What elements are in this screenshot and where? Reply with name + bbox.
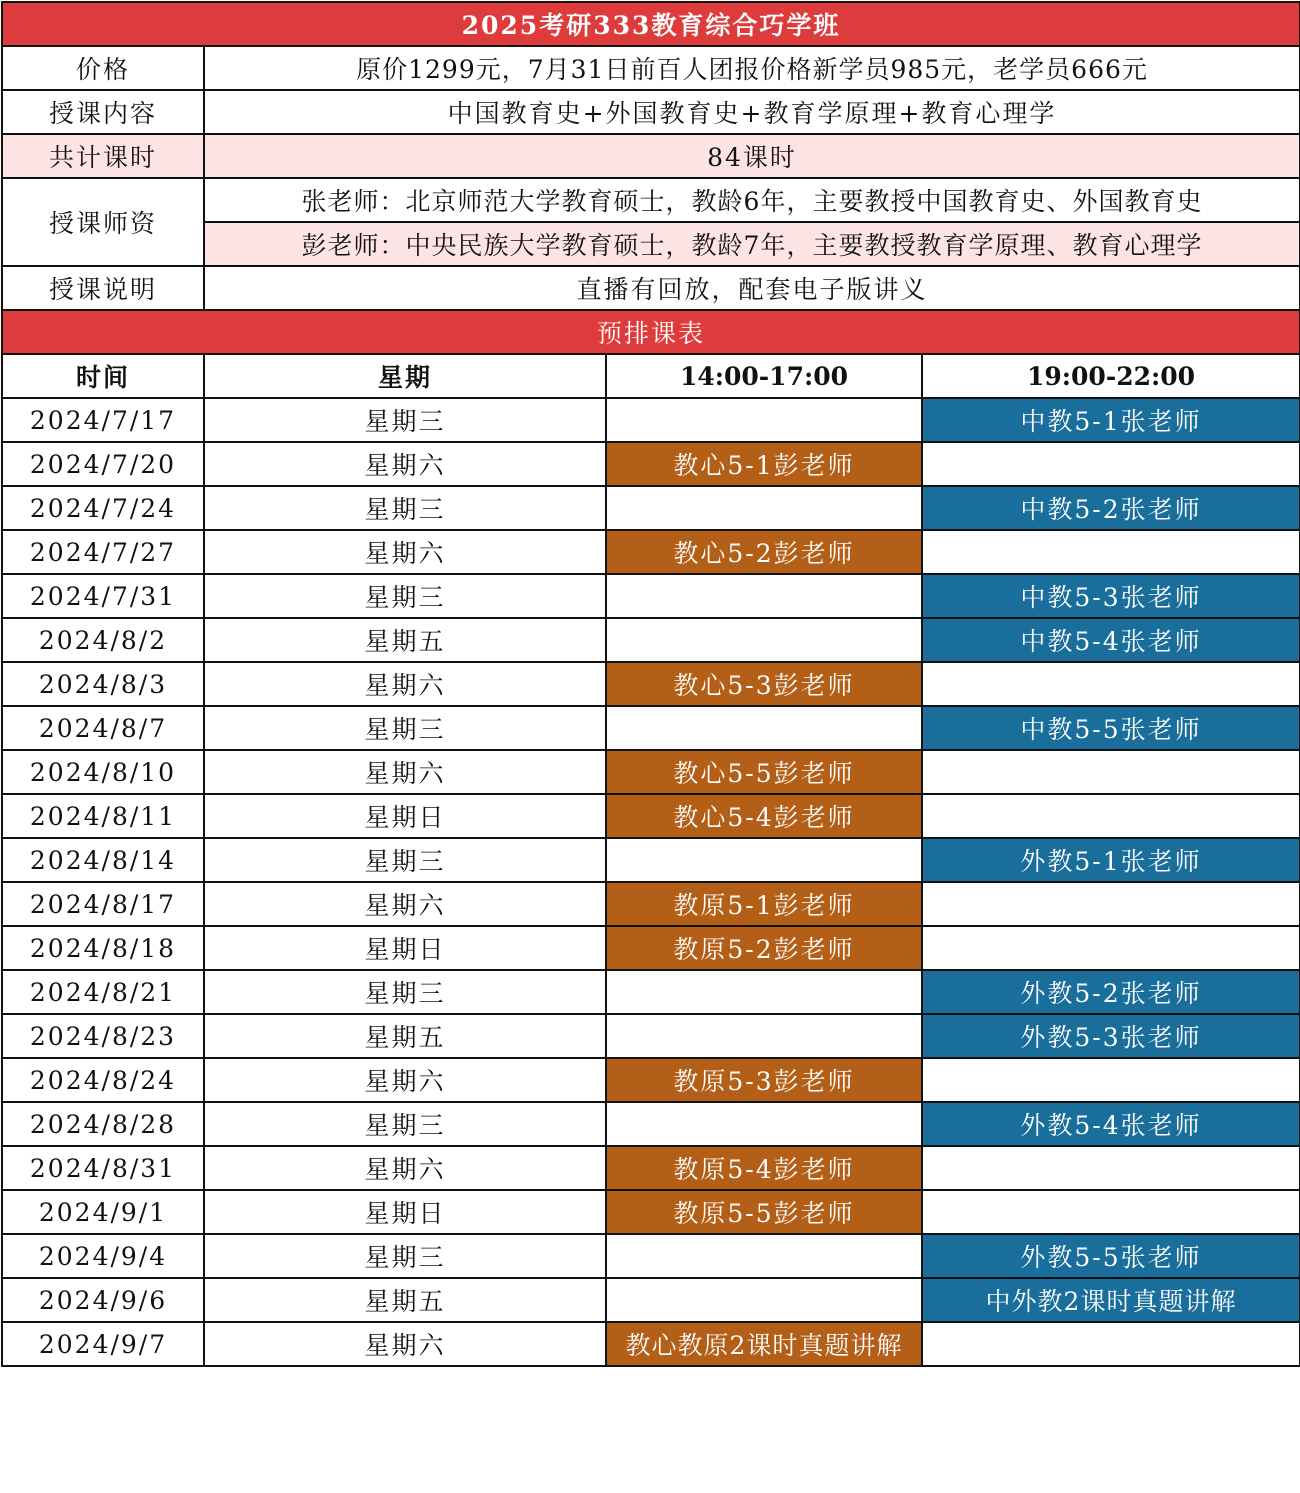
schedule-weekday: 星期三 [204, 398, 606, 442]
teacher-row-1 [2, 178, 1300, 222]
schedule-date: 2024/9/6 [2, 1278, 204, 1322]
afternoon-session: 教原5-3彭老师 [606, 1058, 922, 1102]
afternoon-session: 教心5-1彭老师 [606, 442, 922, 486]
afternoon-session [606, 574, 922, 618]
schedule-row [2, 794, 1300, 838]
teachers-label: 授课师资 [2, 178, 204, 266]
schedule-weekday: 星期日 [204, 794, 606, 838]
hours-label: 共计课时 [2, 134, 204, 178]
afternoon-session: 教原5-1彭老师 [606, 882, 922, 926]
schedule-weekday: 星期三 [204, 574, 606, 618]
afternoon-session: 教心5-2彭老师 [606, 530, 922, 574]
schedule-row [2, 442, 1300, 486]
evening-session [922, 794, 1300, 838]
schedule-date: 2024/8/24 [2, 1058, 204, 1102]
hours-row [2, 134, 1300, 178]
afternoon-session [606, 486, 922, 530]
afternoon-session: 教心5-3彭老师 [606, 662, 922, 706]
schedule-weekday: 星期六 [204, 662, 606, 706]
schedule-date: 2024/8/10 [2, 750, 204, 794]
price-row [2, 46, 1300, 90]
schedule-weekday: 星期三 [204, 970, 606, 1014]
evening-session [922, 1190, 1300, 1234]
schedule-weekday: 星期三 [204, 706, 606, 750]
schedule-date: 2024/8/11 [2, 794, 204, 838]
evening-session: 外教5-4张老师 [922, 1102, 1300, 1146]
evening-session [922, 926, 1300, 970]
header-weekday: 星期 [204, 354, 606, 398]
schedule-weekday: 星期六 [204, 750, 606, 794]
schedule-row [2, 662, 1300, 706]
schedule-date: 2024/7/31 [2, 574, 204, 618]
evening-session: 中教5-3张老师 [922, 574, 1300, 618]
evening-session [922, 1058, 1300, 1102]
schedule-weekday: 星期六 [204, 1322, 606, 1366]
schedule-row [2, 706, 1300, 750]
schedule-date: 2024/9/4 [2, 1234, 204, 1278]
afternoon-session [606, 398, 922, 442]
schedule-row [2, 398, 1300, 442]
course-sheet [1, 1, 1300, 1367]
header-evening: 19:00-22:00 [922, 354, 1300, 398]
afternoon-session [606, 970, 922, 1014]
evening-session: 外教5-5张老师 [922, 1234, 1300, 1278]
schedule-row [2, 1102, 1300, 1146]
evening-session [922, 1322, 1300, 1366]
content-label: 授课内容 [2, 90, 204, 134]
schedule-row [2, 1014, 1300, 1058]
schedule-weekday: 星期三 [204, 486, 606, 530]
schedule-date: 2024/7/20 [2, 442, 204, 486]
evening-session: 中教5-5张老师 [922, 706, 1300, 750]
schedule-date: 2024/9/7 [2, 1322, 204, 1366]
schedule-date: 2024/8/31 [2, 1146, 204, 1190]
schedule-date: 2024/7/17 [2, 398, 204, 442]
evening-session [922, 750, 1300, 794]
schedule-row [2, 750, 1300, 794]
evening-session: 中教5-1张老师 [922, 398, 1300, 442]
evening-session: 外教5-3张老师 [922, 1014, 1300, 1058]
evening-session: 外教5-1张老师 [922, 838, 1300, 882]
evening-session [922, 882, 1300, 926]
schedule-header-row [2, 354, 1300, 398]
schedule-row [2, 1234, 1300, 1278]
schedule-weekday: 星期日 [204, 926, 606, 970]
afternoon-session [606, 618, 922, 662]
schedule-weekday: 星期五 [204, 1014, 606, 1058]
schedule-date: 2024/7/24 [2, 486, 204, 530]
schedule-date: 2024/8/23 [2, 1014, 204, 1058]
afternoon-session [606, 706, 922, 750]
sheet-title: 2025考研333教育综合巧学班 [2, 2, 1300, 46]
schedule-row [2, 1278, 1300, 1322]
evening-session [922, 662, 1300, 706]
schedule-weekday: 星期六 [204, 442, 606, 486]
schedule-weekday: 星期六 [204, 530, 606, 574]
schedule-date: 2024/8/17 [2, 882, 204, 926]
schedule-weekday: 星期三 [204, 1102, 606, 1146]
schedule-date: 2024/8/14 [2, 838, 204, 882]
afternoon-session [606, 1102, 922, 1146]
schedule-weekday: 星期日 [204, 1190, 606, 1234]
teacher-1-info: 张老师：北京师范大学教育硕士，教龄6年，主要教授中国教育史、外国教育史 [204, 178, 1300, 222]
evening-session: 中教5-4张老师 [922, 618, 1300, 662]
schedule-date: 2024/9/1 [2, 1190, 204, 1234]
price-value: 原价1299元，7月31日前百人团报价格新学员985元，老学员666元 [204, 46, 1300, 90]
title-row [2, 2, 1300, 46]
evening-session: 中外教2课时真题讲解 [922, 1278, 1300, 1322]
schedule-weekday: 星期三 [204, 1234, 606, 1278]
notes-value: 直播有回放，配套电子版讲义 [204, 266, 1300, 310]
schedule-row [2, 882, 1300, 926]
schedule-date: 2024/8/21 [2, 970, 204, 1014]
afternoon-session: 教心教原2课时真题讲解 [606, 1322, 922, 1366]
schedule-weekday: 星期六 [204, 882, 606, 926]
schedule-row [2, 1058, 1300, 1102]
schedule-row [2, 926, 1300, 970]
schedule-weekday: 星期六 [204, 1146, 606, 1190]
schedule-row [2, 618, 1300, 662]
schedule-weekday: 星期六 [204, 1058, 606, 1102]
evening-session [922, 530, 1300, 574]
evening-session: 外教5-2张老师 [922, 970, 1300, 1014]
schedule-date: 2024/8/28 [2, 1102, 204, 1146]
evening-session [922, 442, 1300, 486]
hours-value: 84课时 [204, 134, 1300, 178]
afternoon-session: 教原5-2彭老师 [606, 926, 922, 970]
afternoon-session [606, 1014, 922, 1058]
teacher-2-info: 彭老师：中央民族大学教育硕士，教龄7年，主要教授教育学原理、教育心理学 [204, 222, 1300, 266]
afternoon-session: 教原5-4彭老师 [606, 1146, 922, 1190]
schedule-date: 2024/8/3 [2, 662, 204, 706]
schedule-row [2, 970, 1300, 1014]
header-afternoon: 14:00-17:00 [606, 354, 922, 398]
schedule-date: 2024/8/18 [2, 926, 204, 970]
schedule-date: 2024/8/2 [2, 618, 204, 662]
afternoon-session [606, 1234, 922, 1278]
afternoon-session: 教心5-5彭老师 [606, 750, 922, 794]
schedule-row [2, 530, 1300, 574]
afternoon-session [606, 838, 922, 882]
schedule-row [2, 838, 1300, 882]
schedule-date: 2024/7/27 [2, 530, 204, 574]
schedule-row [2, 1322, 1300, 1366]
afternoon-session [606, 1278, 922, 1322]
afternoon-session: 教心5-4彭老师 [606, 794, 922, 838]
schedule-row [2, 574, 1300, 618]
schedule-section-row [2, 310, 1300, 354]
price-label: 价格 [2, 46, 204, 90]
schedule-weekday: 星期五 [204, 1278, 606, 1322]
schedule-weekday: 星期五 [204, 618, 606, 662]
schedule-weekday: 星期三 [204, 838, 606, 882]
content-value: 中国教育史+外国教育史+教育学原理+教育心理学 [204, 90, 1300, 134]
schedule-date: 2024/8/7 [2, 706, 204, 750]
evening-session [922, 1146, 1300, 1190]
notes-row [2, 266, 1300, 310]
afternoon-session: 教原5-5彭老师 [606, 1190, 922, 1234]
notes-label: 授课说明 [2, 266, 204, 310]
content-row [2, 90, 1300, 134]
schedule-row [2, 486, 1300, 530]
schedule-title: 预排课表 [2, 310, 1300, 354]
header-date: 时间 [2, 354, 204, 398]
evening-session: 中教5-2张老师 [922, 486, 1300, 530]
schedule-row [2, 1146, 1300, 1190]
schedule-row [2, 1190, 1300, 1234]
